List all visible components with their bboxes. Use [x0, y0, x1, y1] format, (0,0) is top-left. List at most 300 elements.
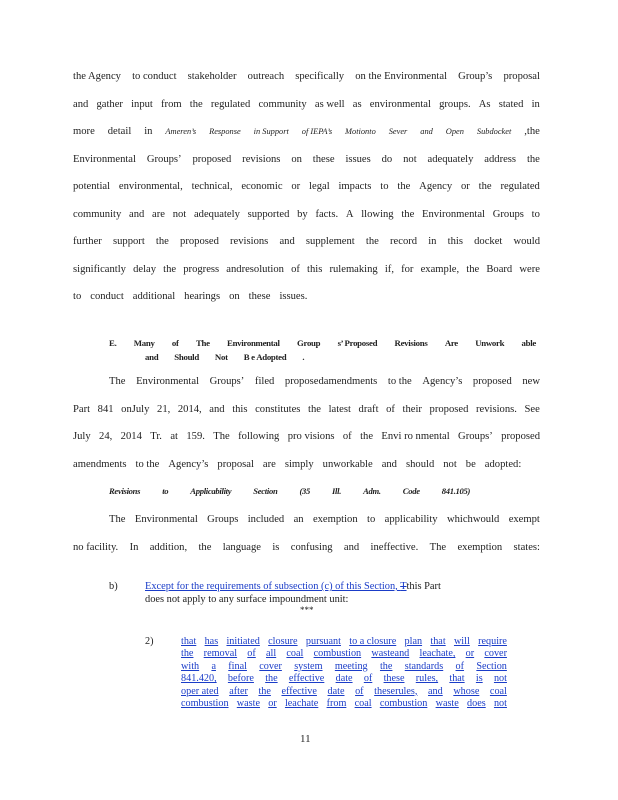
word: to [367, 514, 376, 525]
word: and [343, 541, 360, 553]
word: whose [453, 685, 480, 697]
word: with [181, 660, 200, 672]
word: Environmental [134, 514, 198, 525]
word: the [466, 263, 480, 275]
word: exempt [508, 514, 540, 525]
word: combustion [313, 648, 362, 660]
word: of [342, 431, 352, 442]
word: that [430, 636, 446, 647]
word: issues [345, 153, 371, 165]
word: Environmental [73, 153, 136, 165]
word: proposed [501, 431, 540, 442]
word: to a closure [349, 636, 397, 647]
word: stakeholder [187, 71, 237, 82]
word: In [129, 541, 139, 553]
word: confusing [290, 541, 333, 553]
word: support [112, 236, 145, 247]
word: ,the [524, 126, 540, 137]
quoted-line [181, 636, 507, 648]
word: detail [107, 126, 132, 137]
word: following [238, 431, 280, 442]
word: would [513, 236, 540, 247]
word: plan [404, 636, 423, 647]
word: Groups’ [146, 153, 182, 165]
word: specifically [295, 71, 345, 82]
word: do [381, 153, 393, 165]
word: Environmental [422, 208, 485, 220]
word: revisions [230, 236, 269, 247]
word: meeting [334, 660, 368, 672]
word: combustion [379, 698, 428, 710]
word: an [293, 514, 304, 525]
omission-stars: *** [300, 605, 314, 615]
word: Group’s [458, 71, 493, 82]
word: Section [253, 486, 278, 496]
word: in [531, 98, 540, 110]
word: the [397, 181, 411, 192]
word: 2014, [177, 403, 202, 415]
word: is [272, 541, 280, 553]
word: pro visions [287, 431, 335, 442]
word: community [73, 208, 122, 220]
word: of [455, 660, 465, 672]
word: significantly [73, 263, 126, 275]
quoted-line [181, 648, 507, 660]
word: supplement [305, 236, 355, 247]
word: be [465, 458, 476, 470]
word: Not [214, 352, 228, 362]
word: to conduct [132, 71, 177, 82]
word: or [268, 698, 277, 710]
word: this [232, 403, 248, 415]
word: states: [513, 541, 540, 553]
word: these [383, 673, 405, 685]
word: system [294, 660, 323, 672]
word: not [172, 208, 187, 220]
word: and [420, 127, 433, 136]
word: initiated [226, 636, 260, 647]
word: record [390, 236, 418, 247]
word: llowing [361, 208, 394, 220]
word: were [519, 263, 540, 275]
word: and [209, 403, 225, 415]
word: unworkable [322, 458, 373, 470]
word: to [73, 291, 82, 302]
word: all [266, 648, 277, 660]
word: Group [296, 338, 321, 348]
word: 159. [186, 431, 205, 442]
word: proposed [192, 153, 232, 165]
word: theserules, [374, 685, 418, 697]
word: are [262, 458, 276, 470]
word: that [181, 636, 197, 647]
word: combustion [181, 698, 229, 710]
paragraph-exemption [73, 513, 540, 568]
word: economic [241, 181, 283, 192]
word: delay [133, 263, 157, 275]
text-line [73, 125, 540, 153]
word: Agency’s [168, 458, 209, 470]
word: waste [236, 698, 260, 710]
subsection-label: b) [109, 581, 118, 592]
word: cover [484, 648, 507, 660]
word: effective [288, 673, 325, 685]
word: the [258, 685, 271, 697]
word: See [524, 403, 540, 415]
word: Response [209, 127, 241, 136]
word: and [145, 352, 159, 362]
word: amendments [73, 458, 127, 470]
quoted-line [181, 698, 507, 710]
word: leachate [284, 698, 319, 710]
word: in [144, 126, 153, 137]
word: input [131, 98, 153, 110]
word: B e Adopted [243, 352, 287, 362]
word: does [467, 698, 486, 710]
word: this [447, 236, 463, 247]
word: 24, [99, 431, 113, 442]
word: 2014 [120, 431, 142, 442]
word: coal [354, 698, 372, 710]
paragraph-agency-outreach [73, 70, 540, 318]
word: this [307, 263, 323, 275]
text-line [73, 263, 540, 291]
word: revisions [242, 153, 281, 165]
text-line [73, 513, 540, 541]
word: Adm. [363, 486, 381, 496]
word: by [297, 208, 308, 220]
word: additional [132, 291, 176, 302]
word: Unwork [475, 338, 505, 348]
word: regulated [210, 98, 251, 110]
word: in Support [253, 127, 289, 136]
word: supported [247, 208, 290, 220]
word: and [381, 458, 397, 470]
word: proposed [429, 403, 469, 415]
word: on the Environmental [355, 71, 448, 82]
text-line [73, 541, 540, 569]
word: as [352, 98, 362, 110]
word: . [302, 352, 305, 362]
word: before [227, 673, 254, 685]
text-line [73, 290, 540, 318]
word: proposed [180, 236, 219, 247]
word: The [109, 514, 126, 525]
word: the Agency [73, 71, 121, 82]
word: facts. [315, 208, 339, 220]
inserted-item-text [181, 636, 507, 710]
paragraph-filed-amendments [73, 375, 540, 485]
word: of [247, 648, 256, 660]
word: Environmental [136, 376, 200, 387]
word: progress [183, 263, 220, 275]
text-line [73, 403, 540, 431]
item-label: 2) [145, 636, 154, 647]
word: technical, [191, 181, 233, 192]
word: after [229, 685, 248, 697]
word: for [401, 263, 414, 275]
word: Revisions [394, 338, 428, 348]
word: waste [435, 698, 459, 710]
word: The [195, 338, 210, 348]
word: The [109, 376, 126, 387]
word: proposal [217, 458, 254, 470]
word: cover [259, 660, 282, 672]
word: Groups’ [209, 376, 245, 387]
word: included [247, 514, 285, 525]
word: the [365, 236, 379, 247]
word: applicability [384, 514, 438, 525]
word: effective [281, 685, 317, 697]
word: not [493, 673, 507, 685]
word: address [484, 153, 517, 165]
word: further [73, 236, 102, 247]
word: regulated [500, 181, 540, 192]
word: if, [384, 263, 394, 275]
word: the [265, 673, 278, 685]
word: the [401, 208, 415, 220]
word: their [402, 403, 422, 415]
word: stated [498, 98, 524, 110]
text-line [73, 430, 540, 458]
word: is [475, 673, 483, 685]
word: not [493, 698, 507, 710]
word: from [326, 698, 347, 710]
word: pursuant [305, 636, 341, 647]
quoted-line [181, 661, 507, 673]
word: that [449, 673, 465, 685]
subsection-text: this Part [406, 581, 441, 592]
word: issues. [279, 291, 308, 302]
word: simply [284, 458, 314, 470]
word: 841.420, [181, 673, 217, 685]
word: date [327, 685, 345, 697]
word: adopted: [484, 458, 522, 470]
word: E. [109, 338, 117, 348]
word: The [429, 541, 447, 553]
word: from [161, 98, 182, 110]
word: of [355, 685, 364, 697]
word: or [465, 648, 475, 660]
heading-line-1 [109, 336, 536, 350]
word: in [428, 236, 437, 247]
word: July [73, 431, 91, 442]
word: Agency [419, 181, 453, 192]
word: are [152, 208, 165, 220]
word: Groups’ [458, 431, 493, 442]
word: more [73, 126, 95, 137]
word: will [453, 636, 470, 647]
word: proposed [472, 376, 512, 387]
word: and [428, 685, 443, 697]
text-line [73, 235, 540, 263]
word: exemption [312, 514, 358, 525]
word: Many [133, 338, 155, 348]
subsection-text-line-2: does not apply to any surface impoundment unit: [145, 594, 349, 605]
word: Are [444, 338, 458, 348]
word: example, [420, 263, 460, 275]
word: proposal [503, 71, 540, 82]
word: should [405, 458, 435, 470]
word: and [73, 98, 89, 110]
word: the [526, 153, 540, 165]
word: whichwould [446, 514, 500, 525]
word: the [379, 660, 393, 672]
word: has [204, 636, 219, 647]
word: no facility. [73, 541, 119, 553]
word: filed [254, 376, 275, 387]
word: able [521, 338, 536, 348]
word: 841 [97, 403, 114, 415]
word: A [345, 208, 354, 220]
word: to the [387, 376, 412, 387]
word: language [222, 541, 261, 553]
word: of [171, 338, 179, 348]
word: exemption [457, 541, 503, 553]
word: environmental [369, 98, 431, 110]
word: adequately [427, 153, 474, 165]
word: leachate, [419, 648, 456, 660]
word: Open [445, 127, 464, 136]
word: groups. [439, 98, 471, 110]
word: require [478, 636, 507, 647]
word: the [181, 648, 194, 660]
word: Ill. [332, 486, 342, 496]
word: at [170, 431, 178, 442]
text-line [73, 98, 540, 126]
word: Groups [492, 208, 524, 220]
subheading-applicability [109, 486, 492, 496]
word: new [522, 376, 540, 387]
word: draft [358, 403, 379, 415]
word: of IEPA’s [301, 127, 333, 136]
word: of [291, 263, 300, 275]
text-line [73, 70, 540, 98]
word: 21, [157, 403, 171, 415]
word: on [291, 153, 302, 165]
word: as well [314, 98, 345, 110]
word: outreach [247, 71, 285, 82]
word: Section [476, 660, 507, 672]
word: potential [73, 181, 111, 192]
word: not [403, 153, 417, 165]
word: and [129, 208, 145, 220]
word: proposedamendments [284, 376, 378, 387]
inserted-text: Except for the requirements of subsection (c) of this Section, [145, 581, 401, 592]
word: rules, [415, 673, 439, 685]
quoted-item-2 [145, 636, 507, 710]
word: gather [96, 98, 123, 110]
word: impacts [338, 181, 372, 192]
word: latest [328, 403, 351, 415]
heading-line-2 [109, 350, 536, 364]
word: adequately [193, 208, 240, 220]
word: conduct [90, 291, 124, 302]
word: the [189, 98, 203, 110]
word: Envi ro nmental [381, 431, 450, 442]
word: the [360, 431, 374, 442]
word: Revisions [109, 486, 141, 496]
word: not [443, 458, 457, 470]
word: As [478, 98, 491, 110]
word: the [478, 181, 492, 192]
word: date [335, 673, 353, 685]
word: andresolution [226, 263, 284, 275]
word: addition, [149, 541, 188, 553]
word: these [248, 291, 271, 302]
word: on [229, 291, 240, 302]
text-line [73, 180, 540, 208]
word: the [308, 403, 321, 415]
word: Agency’s [422, 376, 463, 387]
quoted-subsection-b [109, 580, 441, 606]
word: 841.105) [441, 486, 471, 496]
text-line [73, 375, 540, 403]
word: s’ Proposed [337, 338, 378, 348]
word: Should [174, 352, 199, 362]
word: revisions. [475, 403, 517, 415]
word: these [312, 153, 335, 165]
word: the [198, 541, 212, 553]
word: removal [203, 648, 238, 660]
word: onJuly [121, 403, 150, 415]
text-line [73, 458, 540, 486]
struck-text: T [400, 581, 407, 592]
word: wasteand [371, 648, 410, 660]
word: Sever [388, 127, 408, 136]
word: to [531, 208, 540, 220]
word: legal [309, 181, 330, 192]
word: of [386, 403, 395, 415]
word: Subdocket [476, 127, 512, 136]
word: hearings [184, 291, 221, 302]
word: oper ated [181, 685, 219, 697]
word: Groups [207, 514, 239, 525]
word: closure [268, 636, 298, 647]
word: ineffective. [370, 541, 419, 553]
word: or [460, 181, 470, 192]
word: standards [404, 660, 444, 672]
word: a [211, 660, 216, 672]
word: coal [489, 685, 507, 697]
page-number: 11 [300, 733, 311, 745]
word: the [155, 236, 169, 247]
section-heading-e [109, 336, 536, 364]
word: to the [135, 458, 160, 470]
word: to [162, 486, 169, 496]
word: final [228, 660, 247, 672]
word: constitutes [255, 403, 301, 415]
word: environmental, [118, 181, 183, 192]
word: and [279, 236, 295, 247]
word: to [380, 181, 389, 192]
word: The [213, 431, 230, 442]
text-line [73, 208, 540, 236]
word: Environmental [227, 338, 280, 348]
word: Code [402, 486, 420, 496]
word: of [363, 673, 373, 685]
word: rulemaking [329, 263, 378, 275]
word: Part [73, 403, 91, 415]
word: Applicability [190, 486, 232, 496]
quoted-line [181, 686, 507, 698]
word: coal [286, 648, 304, 660]
word: Tr. [150, 431, 162, 442]
word: Board [486, 263, 513, 275]
word: docket [474, 236, 503, 247]
word: Motionto [345, 127, 376, 136]
word: (35 [299, 486, 311, 496]
